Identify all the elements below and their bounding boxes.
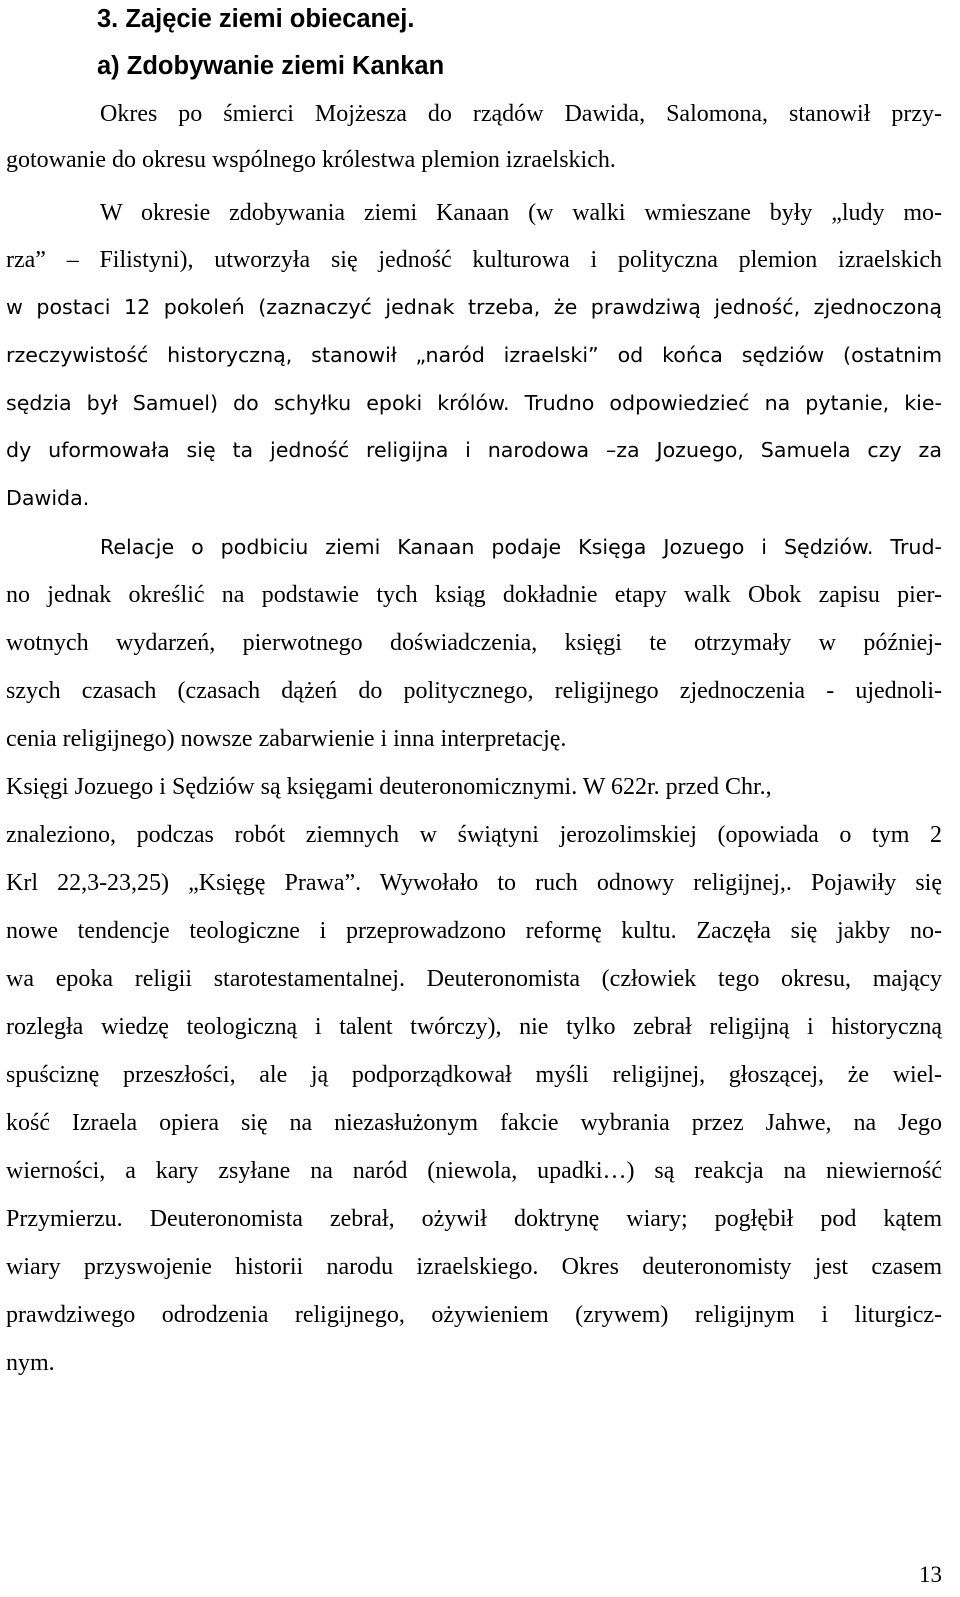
text-line: wotnych wydarzeń, pierwotnego doświadczenia, księgi te otrzymały w później-: [6, 630, 942, 656]
text-line: Krl 22,3-23,25) „Księgę Prawa”. Wywołało to ruch odnowy religijnej,. Pojawiły się: [6, 870, 942, 896]
text-line: Księgi Jozuego i Sędziów są księgami deuteronomicznymi. W 622r. przed Chr.,: [6, 774, 772, 800]
text-line: sędzia był Samuel) do schyłku epoki królów. Trudno odpowiedzieć na pytanie, kie-: [6, 391, 942, 415]
text-line: wa epoka religii starotestamentalnej. Deuteronomista (człowiek tego okresu, mający: [6, 966, 942, 992]
text-line: wierności, a kary zsyłane na naród (niewola, upadki…) są reakcja na niewierność: [6, 1158, 942, 1184]
text-line: no jednak określić na podstawie tych ksiąg dokładnie etapy walk Obok zapisu pier-: [6, 582, 942, 608]
text-line: cenia religijnego) nowsze zabarwienie i inna interpretację.: [6, 726, 567, 752]
text-line: gotowanie do okresu wspólnego królestwa plemion izraelskich.: [6, 147, 616, 173]
text-line: Relacje o podbiciu ziemi Kanaan podaje Księga Jozuego i Sędziów. Trud-: [100, 535, 942, 559]
text-line: w postaci 12 pokoleń (zaznaczyć jednak trzeba, że prawdziwą jedność, zjednoczoną: [6, 295, 942, 319]
text-line: Dawida.: [6, 486, 90, 510]
page-number: 13: [919, 1562, 942, 1587]
text-line: Przymierzu. Deuteronomista zebrał, ożywił doktrynę wiary; pogłębił pod kątem: [6, 1206, 942, 1232]
text-line: znaleziono, podczas robót ziemnych w świątyni jerozolimskiej (opowiada o tym 2: [6, 822, 942, 848]
text-line: rza” – Filistyni), utworzyła się jedność kulturowa i polityczna plemion izraelskich: [6, 247, 942, 273]
text-line: kość Izraela opiera się na niezasłużonym fakcie wybrania przez Jahwe, na Jego: [6, 1110, 942, 1136]
text-line: spuściznę przeszłości, ale ją podporządkował myśli religijnej, głoszącej, że wiel-: [6, 1062, 942, 1088]
text-line: dy uformowała się ta jedność religijna i narodowa –za Jozuego, Samuela czy za: [6, 438, 942, 462]
text-line: rzeczywistość historyczną, stanowił „naród izraelski” od końca sędziów (ostatnim: [6, 343, 942, 367]
text-line: rozległa wiedzę teologiczną i talent twórczy), nie tylko zebrał religijną i historyczną: [6, 1014, 942, 1040]
subsection-heading: a) Zdobywanie ziemi Kankan: [97, 52, 445, 80]
text-line: Okres po śmierci Mojżesza do rządów Dawida, Salomona, stanowił przy-: [100, 101, 942, 127]
text-line: prawdziwego odrodzenia religijnego, ożywieniem (zrywem) religijnym i liturgicz-: [6, 1302, 942, 1328]
text-line: szych czasach (czasach dążeń do politycznego, religijnego zjednoczenia - ujednoli-: [6, 678, 942, 704]
text-line: nym.: [6, 1350, 55, 1376]
text-line: W okresie zdobywania ziemi Kanaan (w walki wmieszane były „ludy mo-: [100, 200, 942, 226]
text-line: nowe tendencje teologiczne i przeprowadzono reformę kultu. Zaczęła się jakby no-: [6, 918, 942, 944]
text-line: wiary przyswojenie historii narodu izraelskiego. Okres deuteronomisty jest czasem: [6, 1254, 942, 1280]
section-heading: 3. Zajęcie ziemi obiecanej.: [97, 5, 415, 33]
